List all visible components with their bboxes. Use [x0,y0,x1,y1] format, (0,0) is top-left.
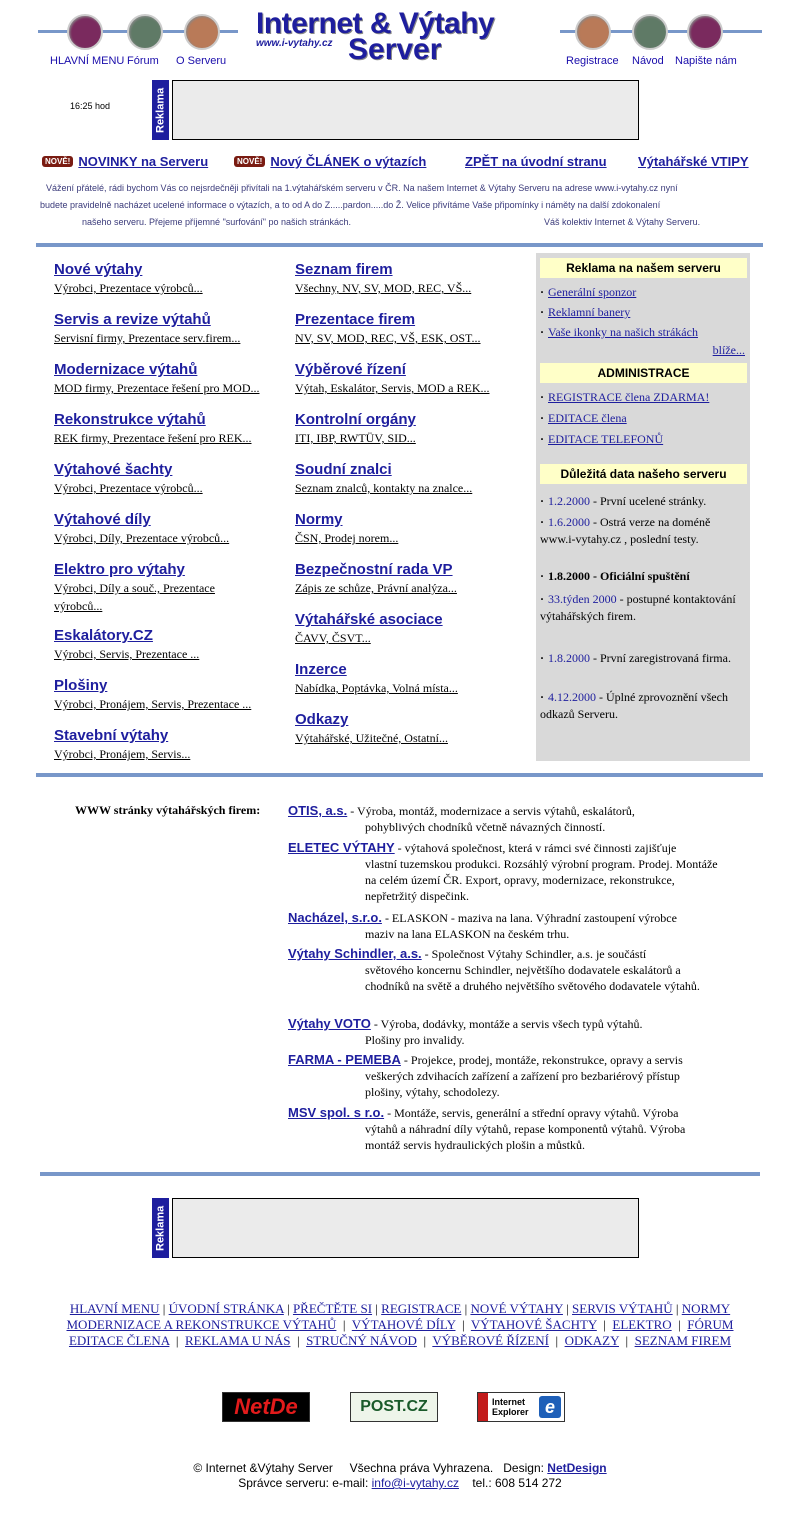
new-badge-icon: NOVĚ! [42,156,73,167]
category-item [295,361,535,397]
category-title[interactable]: Kontrolní orgány [295,411,416,428]
firm-entry: Výtahy Schindler, a.s. - Společnost Výtahy Schindler, a.s. je součástí světového koncernu Schindler, největšího dodavatele eskalátorů a chodníků na světě a druhého největšího světového dodavatele výtahů. [288,946,700,993]
date-entry: · 1.6.2000 - Ostrá verze na doméně www.i-vytahy.cz , poslední testy. [540,515,711,546]
panel-link-edit-member[interactable]: · EDITACE člena [540,411,627,425]
link-novinky[interactable]: NOVĚ! NOVINKY na Serveru [42,154,208,169]
category-title[interactable]: Odkazy [295,711,349,728]
footer-link[interactable]: REKLAMA U NÁS [185,1333,291,1348]
category-title[interactable]: Výtahové šachty [54,461,173,478]
firm-entry: FARMA - PEMEBA - Projekce, prodej, montáže, rekonstrukce, opravy a servis veškerých zdvihacích zařízení a zařízení pro bezbariérový přístup plošiny, výtahy, schodolezy. [288,1052,683,1099]
site-logo-server: Server [348,33,442,66]
category-item [295,261,535,297]
category-item [295,711,535,747]
firm-link[interactable]: Výtahy Schindler, a.s. [288,946,422,961]
category-sub[interactable]: Zápis ze schůze, Právní analýza... [295,581,457,595]
footer-link[interactable]: SEZNAM FIREM [634,1333,732,1348]
category-title[interactable]: Modernizace výtahů [54,361,198,378]
ie-banner-label: Internet Explorer [492,1397,529,1417]
category-title[interactable]: Výběrové řízení [295,361,406,378]
panel-link-registration[interactable]: · REGISTRACE člena ZDARMA! [540,390,710,404]
nav-main-menu[interactable]: HLAVNÍ MENU [50,55,125,67]
date-entry: · 1.2.2000 - První ucelené stránky. [540,494,707,508]
firms-label: WWW stránky výtahářských firem: [75,803,261,817]
footer-link[interactable]: MODERNIZACE A REKONSTRUKCE VÝTAHŮ [66,1317,337,1332]
nav-about[interactable]: O Serveru [176,55,227,67]
footer-link[interactable]: VÝBĚROVÉ ŘÍZENÍ [432,1333,549,1348]
category-item [54,561,254,615]
category-item [54,677,294,713]
ie-banner[interactable] [477,1392,565,1422]
footer-link[interactable]: PŘEČTĚTE SI [292,1301,373,1316]
category-title[interactable]: Výtahářské asociace [295,611,443,628]
category-title[interactable]: Elektro pro výtahy [54,561,185,578]
category-sub[interactable]: ITI, IBP, RWTÜV, SID... [295,431,416,445]
copyright-line-1: © Internet &Výtahy Server Všechna práva Vyhrazena. Design: NetDesign [193,1461,607,1475]
category-item [295,661,535,697]
firm-link[interactable]: Nacházel, s.r.o. [288,910,382,925]
link-novy-clanek[interactable]: NOVĚ! Nový ČLÁNEK o výtazích [234,154,426,169]
category-sub[interactable]: MOD firmy, Prezentace řešení pro MOD... [54,381,260,395]
date-entry: · 4.12.2000 - Úplné zprovoznění všech odkazů Serveru. [540,690,728,721]
firm-entry: Nacházel, s.r.o. - ELASKON - maziva na lana. Výhradní zastoupení výrobce maziv na lana ELASKON na českém trhu. [288,910,677,941]
post-cz-banner[interactable]: POST.CZ [350,1392,438,1422]
category-title[interactable]: Rekonstrukce výtahů [54,411,206,428]
panel-heading-ads: Reklama na našem serveru [540,258,747,278]
clock-text: 16:25 hod [70,101,111,111]
firm-link[interactable]: FARMA - PEMEBA [288,1052,401,1067]
category-title[interactable]: Stavební výtahy [54,727,169,744]
category-item [54,261,294,297]
nav-circle-main-menu[interactable] [67,14,103,50]
category-sub[interactable]: Nabídka, Poptávka, Volná místa... [295,681,458,695]
footer-link[interactable]: REGISTRACE [381,1301,462,1316]
firm-entry: ELETEC VÝTAHY - výtahová společnost, která v rámci své činnosti zajišťuje vlastní tuzemskou produkci. Rozsáhlý výrobní program. Prodej. Montáže na celém území ČR. Export, opravy, modernizace, rekonstrukce, nepřetržitý dispečink. [288,840,718,903]
link-zpet[interactable]: ZPĚT na úvodní stranu [465,154,607,169]
category-title[interactable]: Plošiny [54,677,108,694]
design-link[interactable]: NetDesign [547,1461,607,1475]
category-item [295,561,535,597]
ad-label-bottom: Reklama [152,1198,169,1258]
panel-link-sponsor[interactable]: · Generální sponzor [540,285,637,299]
nav-registration[interactable]: Registrace [566,55,619,67]
category-item [54,461,294,497]
firm-link[interactable]: MSV spol. s r.o. [288,1105,385,1120]
nav-contact[interactable]: Napište nám [675,55,737,67]
footer-link[interactable]: VÝTAHOVÉ DÍLY [351,1317,456,1332]
nav-circle-guide[interactable] [632,14,668,50]
category-item [295,461,535,497]
category-title[interactable]: Prezentace firem [295,311,416,328]
date-entry: · 1.8.2000 - První zaregistrovaná firma. [540,651,731,665]
panel-heading-dates: Důležitá data našeho serveru [540,464,747,484]
category-sub[interactable]: Servisní firmy, Prezentace serv.firem... [54,331,241,345]
category-sub[interactable]: ČSN, Prodej norem... [295,531,399,545]
category-item [54,411,294,447]
footer-link[interactable]: HLAVNÍ MENU [69,1301,160,1316]
category-title[interactable]: Inzerce [295,661,347,678]
divider-1 [36,243,763,247]
category-sub[interactable]: Výtah, Eskalátor, Servis, MOD a REK... [295,381,490,395]
category-sub[interactable]: Výrobci, Prezentace výrobců... [54,481,203,495]
intro-signature: Váš kolektiv Internet & Výtahy Serveru. [544,217,701,227]
category-sub[interactable]: Výrobci, Díly a souč., Prezentace výrobců... [54,581,215,613]
category-title[interactable]: Servis a revize výtahů [54,311,211,328]
category-sub[interactable]: Výrobci, Prezentace výrobců... [54,281,203,295]
category-sub[interactable]: Výrobci, Díly, Prezentace výrobců... [54,531,230,545]
panel-heading-admin: ADMINISTRACE [540,363,747,383]
copyright-line-2: Správce serveru: e-mail: info@i-vytahy.cz tel.: 608 514 272 [238,1476,562,1490]
category-title[interactable]: Soudní znalci [295,461,392,478]
firm-entry: MSV spol. s r.o. - Montáže, servis, generální a střední opravy výtahů. Výroba výtahů a náhradní díly výtahů, repase komponentů výtahů. Výroba montáž servis hydraulických plošin a můstků. [288,1105,686,1152]
footer-link[interactable]: STRUČNÝ NÁVOD [306,1333,417,1348]
panel-link-more[interactable]: blíže... [712,343,745,357]
new-badge-icon: NOVĚ! [234,156,265,167]
category-item [295,511,535,547]
footer-link[interactable]: ELEKTRO [612,1317,672,1332]
category-title[interactable]: Nové výtahy [54,261,143,278]
footer-nav-row-1: HLAVNÍ MENU | ÚVODNÍ STRÁNKA | PŘEČTĚTE SI | REGISTRACE | NOVÉ VÝTAHY | SERVIS VÝTAHŮ | NORMY [69,1301,731,1316]
footer-link[interactable]: ODKAZY [564,1333,619,1348]
category-item [54,361,294,397]
ad-banner-top[interactable] [172,80,639,140]
category-title[interactable]: Výtahové díly [54,511,151,528]
nav-guide[interactable]: Návod [632,55,664,67]
category-item [295,311,535,347]
footer-link[interactable]: SERVIS VÝTAHŮ [572,1301,673,1316]
netdesign-banner[interactable]: NetDe [222,1392,310,1422]
divider-3 [40,1172,760,1176]
email-link[interactable]: info@i-vytahy.cz [371,1476,459,1490]
category-item [295,411,535,447]
category-item [54,511,294,547]
intro-line-2: budete pravidelně nacházet ucelené informace o výtazích, a to od A do Z.....pardon.....do Ž. Velice přivítáme Vaše připomínky i náměty na další zdokonalení [40,200,661,210]
category-item [54,627,294,663]
panel-link-icons[interactable]: · Vaše ikonky na našich strákách [540,325,698,339]
free-stripe [478,1393,488,1421]
category-item [54,311,294,347]
footer-link[interactable]: NORMY [681,1301,731,1316]
divider-2 [36,773,763,777]
category-sub[interactable]: Seznam znalců, kontakty na znalce... [295,481,473,495]
category-sub[interactable]: Výrobci, Servis, Prezentace ... [54,647,200,661]
intro-line-1: Vážení přátelé, rádi bychom Vás co nejsrdečněji přivítali na 1.výtahářském serveru v ČR. Na našem Internet & Výtahy Serveru na adrese www.i-vytahy.cz nyní [46,183,678,193]
site-logo-url: www.i-vytahy.cz [256,38,333,49]
footer-nav-row-2: MODERNIZACE A REKONSTRUKCE VÝTAHŮ | VÝTAHOVÉ DÍLY | VÝTAHOVÉ ŠACHTY | ELEKTRO | FÓRUM [66,1317,734,1332]
firm-link[interactable]: Výtahy VOTO [288,1016,371,1031]
firm-link[interactable]: ELETEC VÝTAHY [288,840,395,855]
ie-icon: e [539,1396,561,1418]
nav-circle-contact[interactable] [687,14,723,50]
category-title[interactable]: Bezpečnostní rada VP [295,561,453,578]
intro-text [40,180,760,231]
footer-link[interactable]: FÓRUM [687,1317,734,1332]
panel-link-banners[interactable]: · Reklamní banery [540,305,631,319]
ad-banner-bottom[interactable] [172,1198,639,1258]
category-sub[interactable]: ČAVV, ČSVT... [295,631,371,645]
category-title[interactable]: Seznam firem [295,261,393,278]
intro-line-3: našeho serveru. Přejeme příjemné "surfování" po našich stránkách. Váš kolektiv Internet & Výtahy Serveru. [40,214,760,231]
footer-link[interactable]: VÝTAHOVÉ ŠACHTY [470,1317,597,1332]
link-vtipy[interactable]: Výtahářské VTIPY [638,154,749,169]
date-entry: · 33.týden 2000 - postupné kontaktování výtahářských firem. [540,592,736,623]
nav-circle-forum[interactable] [127,14,163,50]
category-sub[interactable]: Výtahářské, Užitečné, Ostatní... [295,731,448,745]
ad-label-top: Reklama [152,80,169,140]
nav-circle-about[interactable] [184,14,220,50]
category-title[interactable]: Normy [295,511,343,528]
category-sub[interactable]: Výrobci, Pronájem, Servis, Prezentace ... [54,697,252,711]
nav-circle-registration[interactable] [575,14,611,50]
category-sub[interactable]: Všechny, NV, SV, MOD, REC, VŠ... [295,281,472,295]
category-sub[interactable]: Výrobci, Pronájem, Servis... [54,747,191,761]
category-item [295,611,535,647]
category-sub[interactable]: NV, SV, MOD, REC, VŠ, ESK, OST... [295,331,481,345]
site-logo-title[interactable]: Internet & Výtahy [256,7,495,40]
category-title[interactable]: Eskalátory.CZ [54,627,153,644]
footer-link[interactable]: NOVÉ VÝTAHY [470,1301,563,1316]
firm-entry: OTIS, a.s. - Výroba, montáž, modernizace a servis výtahů, eskalátorů, pohyblivých chodníků včetně návazných činností. [288,803,635,834]
footer-nav-row-3: EDITACE ČLENA | REKLAMA U NÁS | STRUČNÝ NÁVOD | VÝBĚROVÉ ŘÍZENÍ | ODKAZY | SEZNAM FIREM [68,1333,732,1348]
panel-link-edit-phones[interactable]: · EDITACE TELEFONŮ [540,432,664,446]
firm-link[interactable]: OTIS, a.s. [288,803,348,818]
category-sub[interactable]: REK firmy, Prezentace řešení pro REK... [54,431,252,445]
footer-link[interactable]: ÚVODNÍ STRÁNKA [168,1301,284,1316]
nav-forum[interactable]: Fórum [127,55,159,67]
date-entry: · 1.8.2000 - Oficiální spuštění [540,569,690,583]
category-item [54,727,294,763]
footer-link[interactable]: EDITACE ČLENA [68,1333,170,1348]
firm-entry: Výtahy VOTO - Výroba, dodávky, montáže a servis všech typů výtahů. Plošiny pro invalidy. [288,1016,643,1047]
